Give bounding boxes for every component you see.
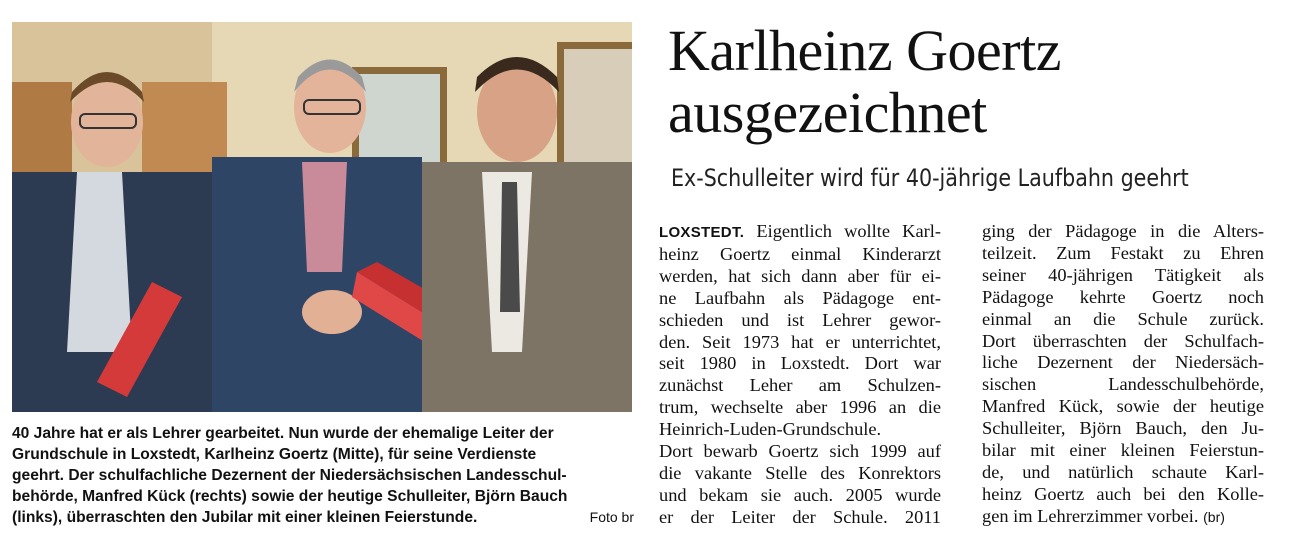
body-line: Schulleiter, Björn Bauch, den Ju- <box>982 418 1264 439</box>
body-line: die vakante Stelle des Konrektors <box>659 462 941 483</box>
body-line: Heinrich-Luden-Grundschule. <box>659 419 882 440</box>
article-body-column-1 <box>659 221 941 529</box>
headline-line: Karlheinz Goertz <box>668 18 1061 83</box>
body-line: zunächst Leher am Schulzen- <box>659 375 941 396</box>
caption-line: (links), überraschten den Jubilar mit einer kleinen Feierstunde. <box>12 509 478 526</box>
body-line: ne Laufbahn als Pädagoge ent- <box>659 287 941 308</box>
body-line: heinz Goertz einmal Kinderarzt <box>659 243 941 264</box>
article-body-column-2 <box>982 221 1264 529</box>
body-line <box>659 221 941 244</box>
caption-line: 40 Jahre hat er als Lehrer gearbeitet. Nun wurde der ehemalige Leiter der <box>12 425 554 442</box>
caption-line: behörde, Manfred Kück (rechts) sowie der heutige Schulleiter, Björn Bauch <box>12 488 568 505</box>
article-photo <box>12 22 632 412</box>
author-tag: (br) <box>1203 508 1225 525</box>
body-line: schieden und ist Lehrer gewor- <box>659 309 941 330</box>
article-headline <box>668 20 1288 144</box>
body-line: seit 1980 in Loxstedt. Dort war <box>659 353 941 374</box>
caption-name: Karlheinz Goertz <box>204 446 329 463</box>
body-line: sischen Landesschulbehörde, <box>982 374 1264 395</box>
body-text: Eigentlich wollte Karl- <box>744 221 941 241</box>
body-line: Dort überraschten der Schulfach- <box>982 330 1264 351</box>
body-line: den. Seit 1973 hat er unterrichtet, <box>659 331 941 352</box>
photo-credit: Foto br <box>589 509 634 525</box>
body-line: heinz Goertz auch bei den Kolle- <box>982 483 1264 504</box>
body-line <box>982 506 1264 529</box>
body-line: Dort bewarb Goertz sich 1999 auf <box>659 441 941 462</box>
photo-caption <box>12 423 634 528</box>
body-line: de, und natürlich schaute Karl- <box>982 461 1264 482</box>
body-line: einmal an die Schule zurück. <box>982 308 1264 329</box>
body-line: werden, hat sich dann aber für ei- <box>659 265 941 286</box>
body-line: seiner 40-jährigen Tätigkeit als <box>982 264 1264 285</box>
body-line: und bekam sie auch. 2005 wurde <box>659 484 941 505</box>
body-line: teilzeit. Zum Festakt zu Ehren <box>982 242 1264 263</box>
article-subheadline: Ex-Schulleiter wird für 40-jährige Laufbahn geehrt <box>671 164 1189 192</box>
caption-line: geehrt. Der schulfachliche Dezernent der Niedersächsischen Landesschul- <box>12 467 567 484</box>
body-line: Manfred Kück, sowie der heutige <box>982 396 1264 417</box>
body-line: er der Leiter der Schule. 2011 <box>659 506 941 527</box>
photo-three-men-handshake <box>12 22 632 412</box>
body-line: bilar mit einer kleinen Feierstun- <box>982 440 1264 461</box>
body-line: trum, wechselte aber 1996 an die <box>659 397 941 418</box>
caption-text: Grundschule in Loxstedt, <box>12 446 205 463</box>
headline-line: ausgezeichnet <box>668 80 987 145</box>
body-line: ging der Pädagoge in die Alters- <box>982 221 1264 241</box>
body-text: gen im Lehrerzimmer vorbei. <box>982 505 1199 526</box>
body-line: Pädagoge kehrte Goertz noch <box>982 286 1264 307</box>
body-line: liche Dezernent der Niedersäch- <box>982 352 1264 373</box>
caption-line <box>12 444 634 465</box>
dateline: LOXSTEDT. <box>659 224 745 241</box>
caption-text: (Mitte), für seine Verdienste <box>328 446 537 463</box>
